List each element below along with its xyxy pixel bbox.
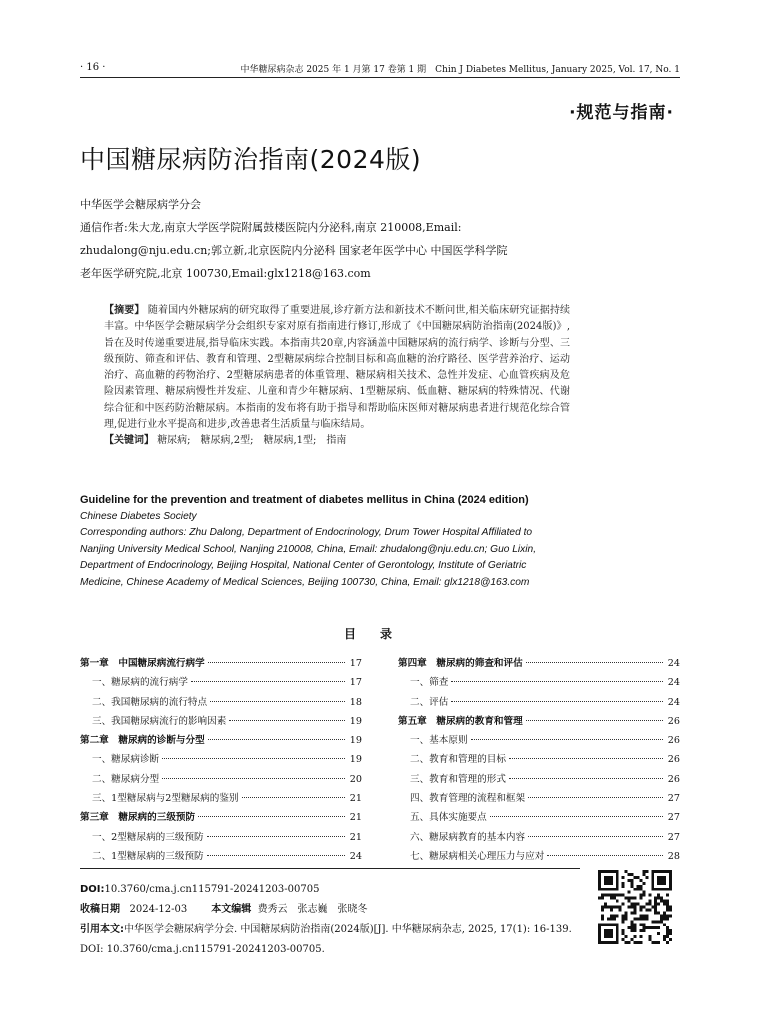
toc-section-entry — [80, 771, 362, 790]
toc-page-number: 17 — [349, 677, 362, 689]
toc-leader-dots — [471, 739, 663, 740]
toc-entry-title: 二、1型糖尿病的三级预防 — [92, 850, 204, 862]
toc-leader-dots — [490, 816, 663, 817]
toc-page-number: 27 — [667, 812, 680, 824]
keywords-label: 【关键词】 — [104, 435, 154, 447]
toc-section-entry — [398, 732, 680, 751]
toc-entry-title: 一、糖尿病的流行病学 — [92, 677, 188, 689]
toc-page-number: 20 — [349, 773, 362, 785]
toc-page-number: 26 — [667, 735, 680, 747]
toc-page-number: 24 — [349, 850, 362, 862]
english-correspondence-line: Corresponding authors: Zhu Dalong, Department of Endocrinology, Drum Tower Hospital Affiliated to — [80, 527, 533, 538]
toc-entry-title: 一、2型糖尿病的三级预防 — [92, 831, 204, 843]
journal-citation: 中华糖尿病杂志 2025 年 1 月第 17 卷第 1 期 Chin J Diabetes Mellitus, January 2025, Vol. 17, No. 1 — [240, 65, 680, 75]
toc-right-column — [398, 655, 680, 867]
toc-leader-dots — [526, 662, 663, 663]
toc-entry-title: 四、教育管理的流程和框架 — [410, 793, 526, 805]
keywords — [104, 433, 570, 449]
citation-text: 中华医学会糖尿病学分会. 中国糖尿病防治指南(2024版)[J]. 中华糖尿病杂志, 2025, 17(1): 16-139. DOI: 10.3760/cma.j.cn115791-20241203-00705. — [80, 924, 572, 955]
received-date: 2024-12-03 — [129, 904, 188, 915]
toc-section-entry — [398, 751, 680, 770]
running-header — [80, 60, 680, 76]
english-correspondence-line: Nanjing University Medical School, Nanjing 210008, China, Email: zhudalong@nju.edu.cn; Guo Lixin, — [80, 543, 537, 555]
english-organization: Chinese Diabetes Society — [80, 510, 197, 522]
toc-page-number: 21 — [349, 793, 362, 805]
received-line — [80, 900, 580, 920]
toc-section-entry — [80, 674, 362, 693]
toc-page-number: 24 — [667, 677, 680, 689]
toc-leader-dots — [229, 720, 345, 721]
toc-entry-title: 一、糖尿病诊断 — [92, 754, 160, 766]
footer-rule — [80, 868, 580, 869]
toc-chapter-entry — [80, 732, 362, 751]
toc-leader-dots — [547, 855, 663, 856]
toc-chapter-entry — [398, 655, 680, 674]
abstract-text: 随着国内外糖尿病的研究取得了重要进展,诊疗新方法和新技术不断问世,相关临床研究证据持续丰富。中华医学会糖尿病学分会组织专家对原有指南进行修订,形成了《中国糖尿病防治指南(2024版)》,旨在及时传递重要进展,指导临床实践。本指南共20章,内容涵盖中国糖尿病的流行病学、诊断与分型、三级预防、筛查和评估、教育和管理、2型糖尿病综合控制目标和高血糖的治疗路径、医学营养治疗、运动治疗、高血糖的药物治疗、2型糖尿病患者的体重管理、糖尿病相关技术、急性并发症、心血管疾病及危险因素管理、糖尿病慢性并发症、儿童和青少年糖尿病、1型糖尿病、低血糖、糖尿病的特殊情况、代谢综合征和中医药防治糖尿病。本指南的发布将有助于指导和帮助临床医师对糖尿病患者进行规范化综合管理,促进行业水平提高和进步,改善患者生活质量与临床结局。 — [104, 305, 571, 431]
toc-leader-dots — [526, 720, 663, 721]
toc-page-number: 19 — [349, 754, 362, 766]
toc-chapter-entry — [398, 713, 680, 732]
toc-entry-title: 第四章 糖尿病的筛查和评估 — [398, 658, 523, 669]
toc-entry-title: 二、评估 — [410, 696, 449, 708]
toc-section-entry — [80, 751, 362, 770]
english-correspondence-line: Medicine, Chinese Academy of Medical Sciences, Beijing 100730, China, Email: glx1218@163.com — [80, 576, 530, 588]
toc-entry-title: 第三章 糖尿病的三级预防 — [80, 812, 196, 824]
abstract-label: 【摘要】 — [104, 305, 145, 316]
toc-entry-title: 三、1型糖尿病与2型糖尿病的鉴别 — [92, 793, 239, 805]
toc-leader-dots — [162, 758, 345, 759]
toc-entry-title: 二、教育和管理的目标 — [410, 754, 506, 766]
toc-section-entry — [80, 829, 362, 848]
toc-page-number: 28 — [667, 850, 680, 862]
column-label: ·规范与指南· — [569, 103, 674, 123]
toc-section-entry — [398, 771, 680, 790]
toc-entry-title: 第五章 糖尿病的教育和管理 — [398, 715, 523, 727]
toc-page-number: 27 — [667, 793, 680, 805]
toc-section-entry — [80, 790, 362, 809]
toc-entry-title: 二、糖尿病分型 — [92, 773, 160, 785]
toc-entry-title: 三、我国糖尿病流行的影响因素 — [92, 715, 227, 727]
toc-leader-dots — [509, 758, 663, 759]
doi-value: 10.3760/cma.j.cn115791-20241203-00705 — [104, 884, 320, 895]
english-correspondence-line: Department of Endocrinology, Beijing Hospital, National Center of Gerontology, Institute of Geriatric — [80, 560, 527, 571]
toc-page-number: 26 — [667, 715, 680, 727]
editor-names: 费秀云 张志巍 张晓冬 — [257, 904, 368, 915]
toc-chapter-entry — [80, 655, 362, 674]
toc-section-entry — [398, 694, 680, 713]
toc-leader-dots — [528, 836, 663, 837]
received-label: 收稿日期 — [80, 904, 120, 915]
citation — [80, 920, 580, 960]
citation-label: 引用本文: — [80, 924, 124, 935]
toc-leader-dots — [451, 681, 663, 682]
toc-page-number: 24 — [667, 658, 680, 669]
toc-section-entry — [398, 809, 680, 828]
toc-leader-dots — [162, 778, 345, 779]
article-title: 中国糖尿病防治指南(2024版) — [80, 145, 422, 174]
toc-page-number: 21 — [349, 812, 362, 824]
toc-leader-dots — [207, 855, 345, 856]
toc-entry-title: 一、筛查 — [410, 677, 449, 689]
article-footer — [80, 880, 580, 960]
correspondence-line: 老年医学研究院,北京 100730,Email:glx1218@163.com — [80, 267, 371, 280]
toc-section-entry — [398, 674, 680, 693]
toc-leader-dots — [208, 662, 345, 663]
toc-section-entry — [398, 848, 680, 867]
toc-leader-dots — [242, 797, 345, 798]
correspondence-line: 通信作者:朱大龙,南京大学医学院附属鼓楼医院内分泌科,南京 210008,Email: — [80, 221, 462, 234]
toc-section-entry — [80, 848, 362, 867]
toc-page-number: 17 — [349, 658, 362, 669]
toc-section-entry — [80, 694, 362, 713]
toc-entry-title: 二、我国糖尿病的流行特点 — [92, 696, 208, 708]
page-number: · 16 · — [80, 62, 106, 73]
toc-page-number: 19 — [349, 715, 362, 727]
english-title: Guideline for the prevention and treatment of diabetes mellitus in China (2024 edition) — [80, 494, 529, 506]
correspondence-line: zhudalong@nju.edu.cn;郭立新,北京医院内分泌科 国家老年医学中心 中国医学科学院 — [80, 244, 508, 257]
author-organization: 中华医学会糖尿病学分会 — [80, 198, 201, 211]
keywords-text: 糖尿病; 糖尿病,2型; 糖尿病,1型; 指南 — [157, 435, 347, 447]
toc-leader-dots — [451, 701, 663, 702]
abstract — [104, 303, 570, 450]
abstract-paragraph — [104, 303, 570, 433]
header-rule — [80, 77, 680, 78]
toc-leader-dots — [509, 778, 663, 779]
toc-page-number: 21 — [349, 831, 362, 843]
toc-chapter-entry — [80, 809, 362, 828]
toc-entry-title: 第二章 糖尿病的诊断与分型 — [80, 735, 205, 747]
qr-code — [598, 870, 672, 944]
toc-page-number: 26 — [667, 754, 680, 766]
toc-section-entry — [80, 713, 362, 732]
toc-page-number: 18 — [349, 696, 362, 708]
toc-entry-title: 一、基本原则 — [410, 735, 468, 747]
toc-section-entry — [398, 829, 680, 848]
toc-page-number: 26 — [667, 773, 680, 785]
editor-label: 本文编辑 — [211, 904, 252, 915]
toc-entry-title: 五、具体实施要点 — [410, 812, 487, 824]
toc-page-number: 24 — [667, 696, 680, 708]
toc-left-column — [80, 655, 362, 867]
toc-leader-dots — [191, 681, 345, 682]
doi-line — [80, 880, 580, 900]
toc-heading: 目录 — [343, 627, 416, 641]
toc-section-entry — [398, 790, 680, 809]
toc-page-number: 27 — [667, 831, 680, 843]
toc-leader-dots — [207, 836, 345, 837]
toc-entry-title: 第一章 中国糖尿病流行病学 — [80, 658, 205, 669]
toc-leader-dots — [528, 797, 663, 798]
toc-entry-title: 七、糖尿病相关心理压力与应对 — [410, 850, 545, 862]
toc-entry-title: 三、教育和管理的形式 — [410, 773, 506, 785]
doi-label: DOI: — [80, 884, 105, 895]
english-abstract-block — [80, 492, 680, 591]
author-block — [80, 193, 590, 285]
toc-leader-dots — [210, 701, 345, 702]
toc-entry-title: 六、糖尿病教育的基本内容 — [410, 831, 526, 843]
toc-leader-dots — [198, 816, 345, 817]
toc-page-number: 19 — [349, 735, 362, 747]
toc-leader-dots — [208, 739, 345, 740]
